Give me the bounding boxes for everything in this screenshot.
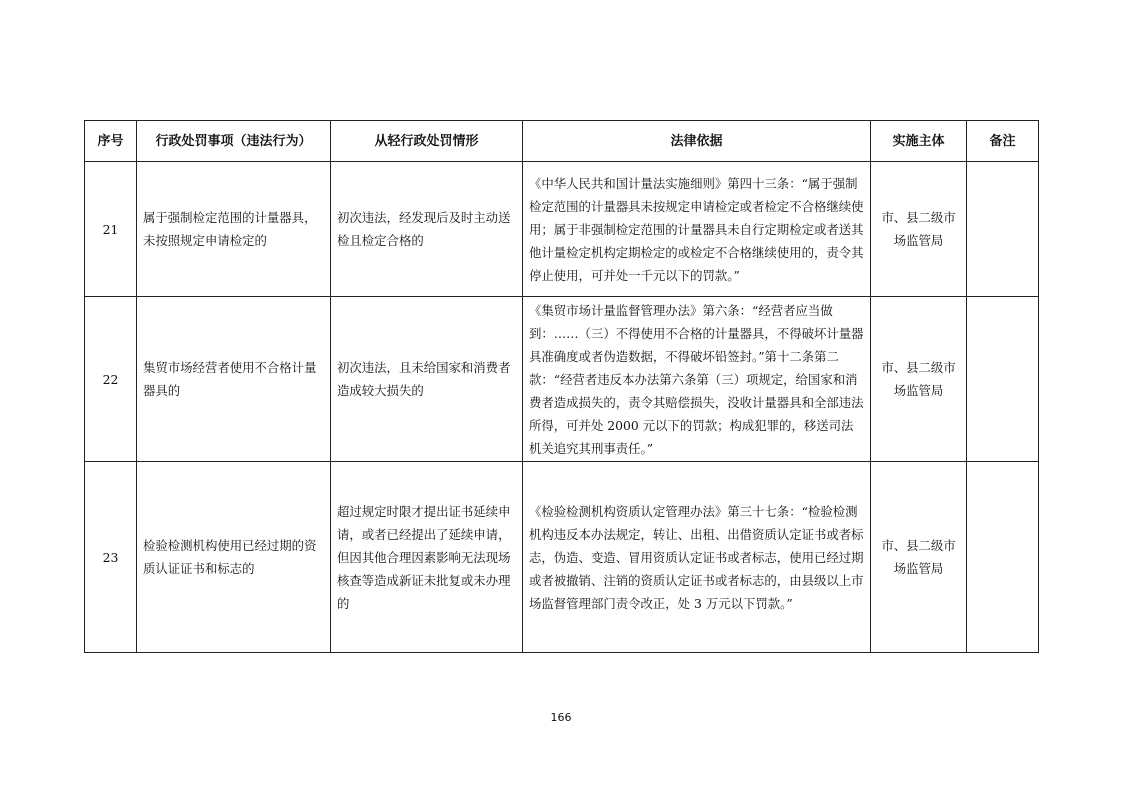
penalty-table: [84, 120, 1039, 653]
table-row: [85, 462, 1039, 653]
row-seq: 21: [85, 162, 137, 297]
header-subject: 实施主体: [871, 121, 967, 162]
row-legal-basis: 《检验检测机构资质认定管理办法》第三十七条：“检验检测机构违反本办法规定，转让、出租、出借资质认定证书或者标志，伪造、变造、冒用资质认定证书或者标志，使用已经过期或者被撤销、注销的资质认定证书或者标志的，由县级以上市场监督管理部门责令改正，处 3 万元以下罚款。”: [523, 462, 871, 653]
row-note: [967, 297, 1039, 462]
row-legal-basis: 《中华人民共和国计量法实施细则》第四十三条：“属于强制检定范围的计量器具未按规定申请检定或者检定不合格继续使用；属于非强制检定范围的计量器具未自行定期检定或者送其他计量检定机构定期检定的或检定不合格继续使用的，责令其停止使用，可并处一千元以下的罚款。”: [523, 162, 871, 297]
row-matter: 检验检测机构使用已经过期的资质认证证书和标志的: [137, 462, 331, 653]
row-seq: 22: [85, 297, 137, 462]
row-light-penalty: 初次违法，且未给国家和消费者造成较大损失的: [331, 297, 523, 462]
page-number: 166: [550, 711, 572, 724]
row-legal-basis: 《集贸市场计量监督管理办法》第六条：“经营者应当做到：……（三）不得使用不合格的计量器具，不得破坏计量器具准确度或者伪造数据，不得破坏铅签封。”第十二条第二款：“经营者违反本办法第六条第（三）项规定，给国家和消费者造成损失的，责令其赔偿损失，没收计量器具和全部违法所得，可并处 2000 元以下的罚款；构成犯罪的，移送司法机关追究其刑事责任。”: [523, 297, 871, 462]
header-matter: 行政处罚事项（违法行为）: [137, 121, 331, 162]
row-note: [967, 462, 1039, 653]
row-light-penalty: 初次违法，经发现后及时主动送检且检定合格的: [331, 162, 523, 297]
header-light-penalty: 从轻行政处罚情形: [331, 121, 523, 162]
row-subject: 市、县二级市场监管局: [871, 297, 967, 462]
row-note: [967, 162, 1039, 297]
row-matter: 集贸市场经营者使用不合格计量器具的: [137, 297, 331, 462]
header-legal-basis: 法律依据: [523, 121, 871, 162]
header-note: 备注: [967, 121, 1039, 162]
row-light-penalty: 超过规定时限才提出证书延续申请，或者已经提出了延续申请，但因其他合理因素影响无法现场核查等造成新证未批复或未办理的: [331, 462, 523, 653]
row-subject: 市、县二级市场监管局: [871, 462, 967, 653]
table-row: [85, 297, 1039, 462]
row-subject: 市、县二级市场监管局: [871, 162, 967, 297]
table-row: [85, 162, 1039, 297]
header-seq: 序号: [85, 121, 137, 162]
header-row: [85, 121, 1039, 162]
row-matter: 属于强制检定范围的计量器具，未按照规定申请检定的: [137, 162, 331, 297]
row-seq: 23: [85, 462, 137, 653]
